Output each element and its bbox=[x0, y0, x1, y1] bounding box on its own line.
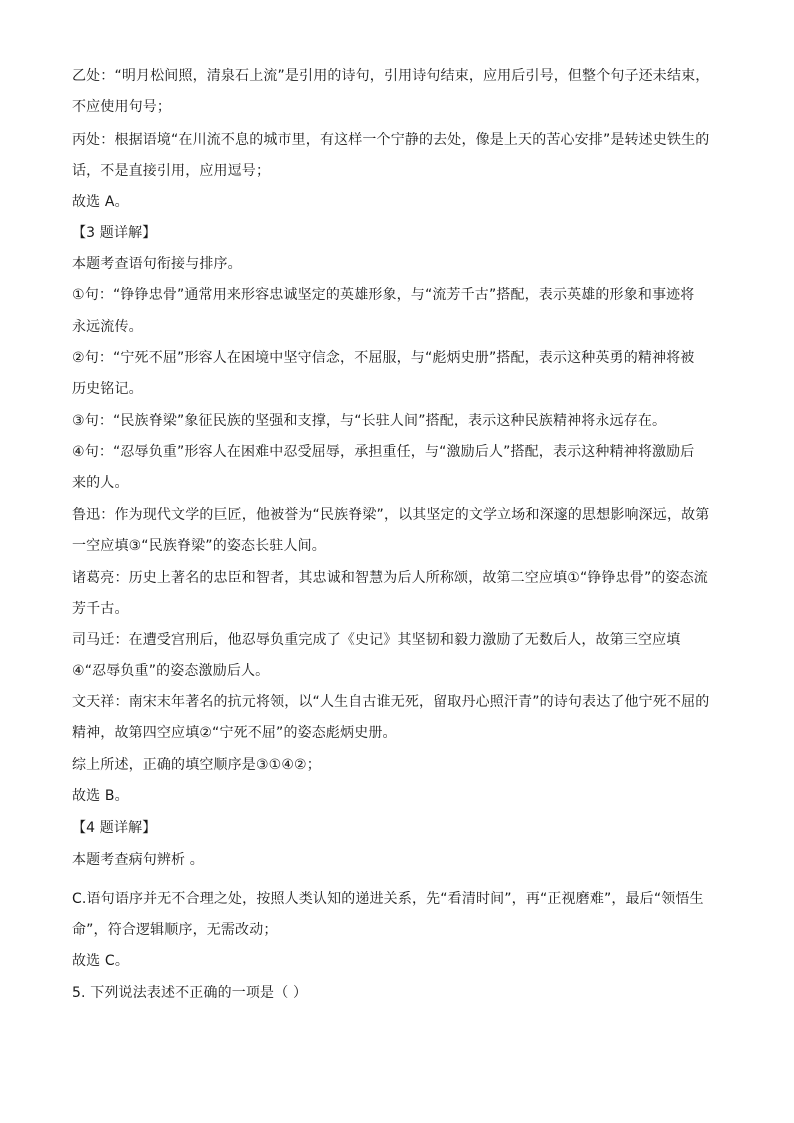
text-line: 故选 C。 bbox=[72, 953, 129, 969]
text-line: 司马迁：在遭受宫刑后，他忍辱负重完成了《史记》其坚韧和毅力激励了无数后人，故第三空应填 bbox=[72, 632, 681, 648]
text-line: 永远流传。 bbox=[72, 319, 143, 335]
text-line: ③句：“民族脊梁”象征民族的坚强和支撑，与“长驻人间”搭配，表示这种民族精神将永远存在。 bbox=[72, 413, 667, 429]
text-line: 芳千古。 bbox=[72, 601, 129, 617]
text-line: 本题考查病句辨析 。 bbox=[72, 852, 204, 868]
text-line: 文天祥：南宋末年著名的抗元将领，以“人生自古谁无死，留取丹心照汗青”的诗句表达了他宁死不屈的 bbox=[72, 694, 710, 710]
text-line: 不应使用句号； bbox=[72, 99, 172, 115]
text-line: 话，不是直接引用，应用逗号； bbox=[72, 163, 271, 179]
text-line: 乙处：“明月松间照，清泉石上流”是引用的诗句，引用诗句结束，应用后引号，但整个句子还未结束， bbox=[72, 68, 710, 84]
question-line: 5. 下列说法表述不正确的一项是（ ） bbox=[72, 985, 308, 1001]
text-line: ④“忍辱负重”的姿态激励后人。 bbox=[72, 663, 270, 679]
text-line: ②句：“宁死不屈”形容人在困境中坚守信念，不屈服，与“彪炳史册”搭配，表示这种英勇的精神将被 bbox=[72, 350, 695, 366]
text-line: 一空应填③“民族脊梁”的姿态长驻人间。 bbox=[72, 538, 326, 554]
text-line: 命”，符合逻辑顺序，无需改动； bbox=[72, 922, 278, 938]
text-line: 丙处：根据语境“在川流不息的城市里，有这样一个宁静的去处，像是上天的苦心安排”是转述史铁生的 bbox=[72, 132, 710, 148]
text-line: 精神，故第四空应填②“宁死不屈”的姿态彪炳史册。 bbox=[72, 725, 397, 741]
section-heading: 【4 题详解】 bbox=[72, 820, 157, 836]
text-line: 本题考查语句衔接与排序。 bbox=[72, 256, 242, 272]
text-line: C.语句语序并无不合理之处，按照人类认知的递进关系，先“看清时间”，再“正视磨难”，最后“领悟生 bbox=[72, 891, 704, 907]
text-line: 故选 B。 bbox=[72, 788, 129, 804]
text-line: 综上所述，正确的填空顺序是③①④②； bbox=[72, 757, 321, 773]
text-line: 历史铭记。 bbox=[72, 381, 143, 397]
text-line: 鲁迅：作为现代文学的巨匠，他被誉为“民族脊梁”，以其坚定的文学立场和深邃的思想影响深远，故第 bbox=[72, 507, 710, 523]
text-line: ④句：“忍辱负重”形容人在困难中忍受屈辱，承担重任，与“激励后人”搭配，表示这种精神将激励后 bbox=[72, 444, 695, 460]
text-line: 来的人。 bbox=[72, 475, 129, 491]
text-line: 诸葛亮：历史上著名的忠臣和智者，其忠诚和智慧为后人所称颂，故第二空应填①“铮铮忠骨”的姿态流 bbox=[72, 570, 708, 586]
text-line: ①句：“铮铮忠骨”通常用来形容忠诚坚定的英雄形象，与“流芳千古”搭配，表示英雄的形象和事迹将 bbox=[72, 287, 695, 303]
text-line: 故选 A。 bbox=[72, 194, 129, 210]
section-heading: 【3 题详解】 bbox=[72, 225, 157, 241]
